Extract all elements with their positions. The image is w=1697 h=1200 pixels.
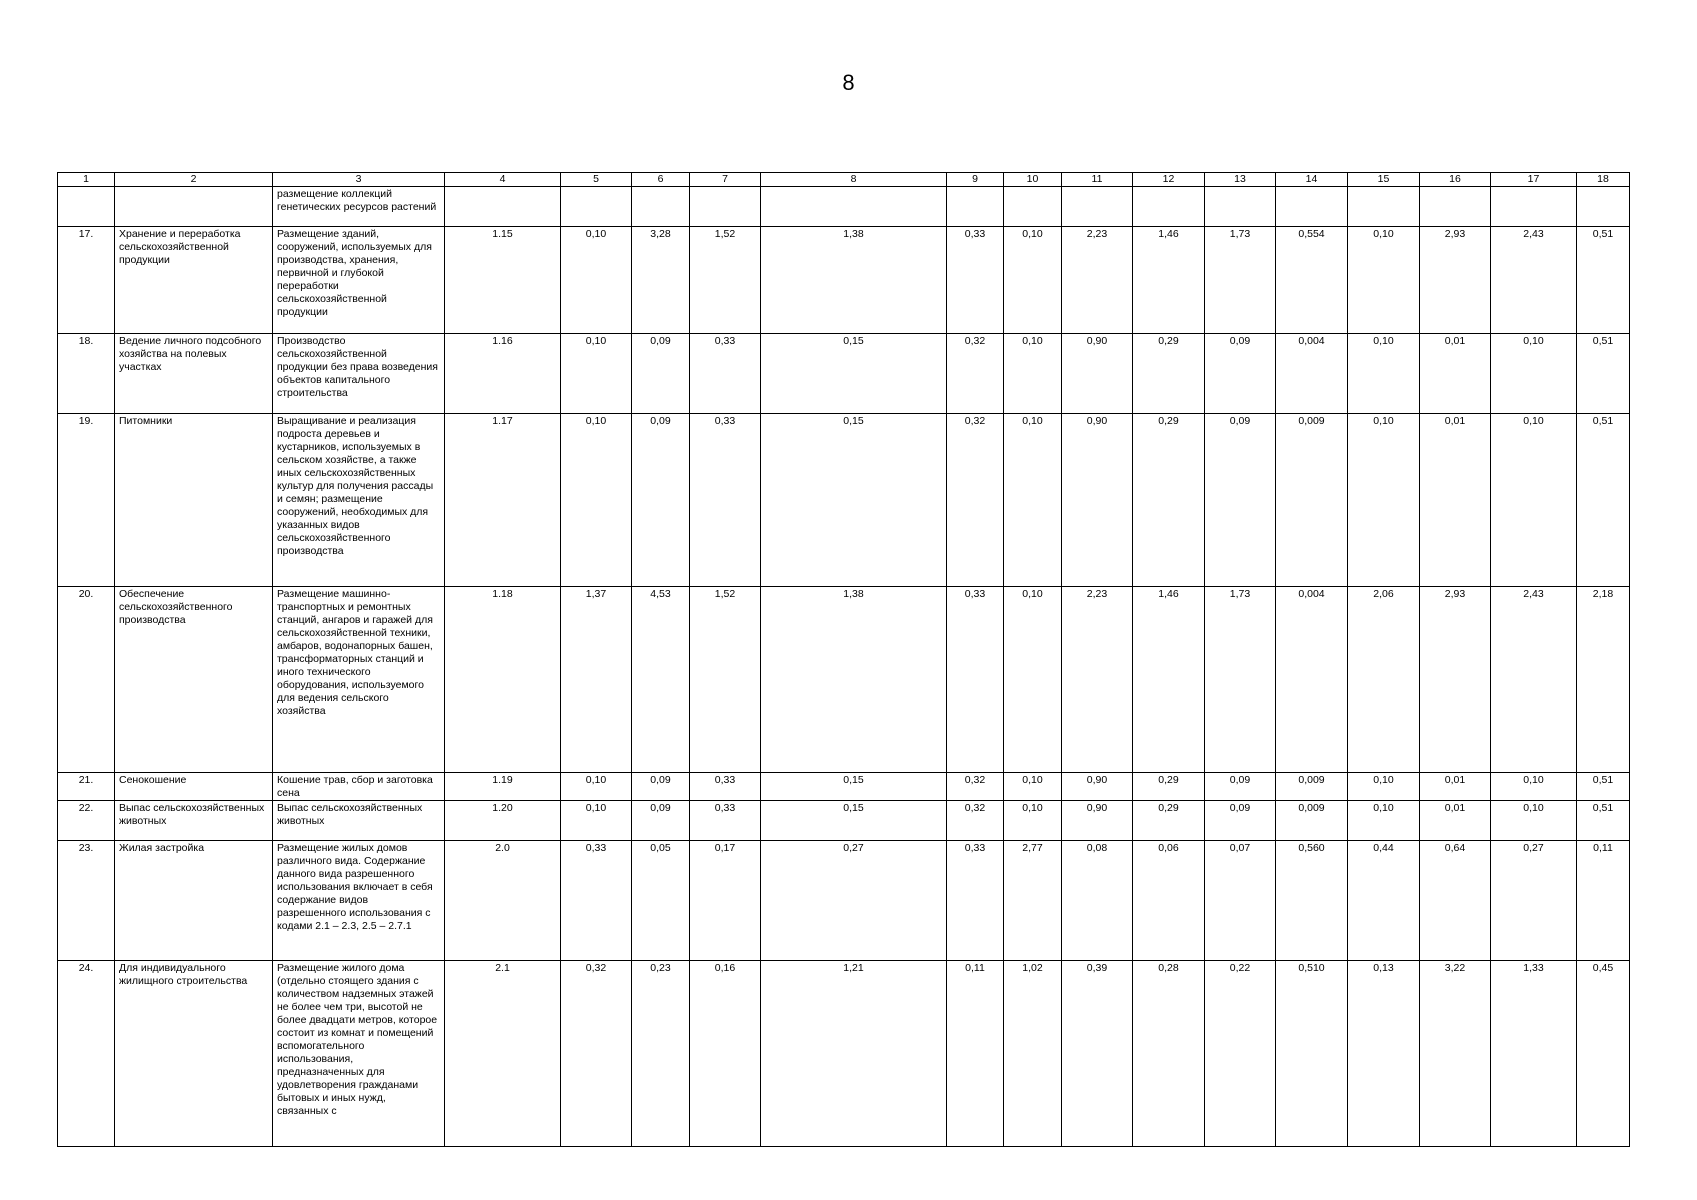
land-use-description-cell: Производство сельскохозяйственной продукции без права возведения объектов капитального строительства xyxy=(273,334,445,414)
value-cell: 1,38 xyxy=(761,587,947,773)
value-cell: 1,02 xyxy=(1004,961,1062,1147)
table-row xyxy=(58,773,1630,801)
value-cell: 0,09 xyxy=(1205,801,1276,841)
value-cell: 0,33 xyxy=(561,841,632,961)
value-cell: 0,51 xyxy=(1577,773,1630,801)
value-cell: 2,93 xyxy=(1420,587,1491,773)
table-row xyxy=(58,227,1630,334)
value-cell: 0,33 xyxy=(690,414,761,587)
value-cell xyxy=(947,187,1004,227)
value-cell: 0,510 xyxy=(1276,961,1348,1147)
value-cell: 2,93 xyxy=(1420,227,1491,334)
row-number-cell: 17. xyxy=(58,227,115,334)
value-cell xyxy=(1420,187,1491,227)
value-cell: 0,33 xyxy=(947,841,1004,961)
row-number-cell xyxy=(58,187,115,227)
value-cell: 0,44 xyxy=(1348,841,1420,961)
value-cell: 1,37 xyxy=(561,587,632,773)
value-cell: 2,77 xyxy=(1004,841,1062,961)
column-header: 18 xyxy=(1577,173,1630,187)
row-number-cell: 20. xyxy=(58,587,115,773)
land-use-name-cell: Обеспечение сельскохозяйственного производства xyxy=(115,587,273,773)
table-row xyxy=(58,961,1630,1147)
value-cell xyxy=(632,187,690,227)
column-header: 8 xyxy=(761,173,947,187)
value-cell: 0,90 xyxy=(1062,773,1133,801)
value-cell: 0,09 xyxy=(632,414,690,587)
column-header: 11 xyxy=(1062,173,1133,187)
value-cell: 3,22 xyxy=(1420,961,1491,1147)
value-cell: 0,10 xyxy=(561,414,632,587)
value-cell: 0,009 xyxy=(1276,414,1348,587)
value-cell xyxy=(761,187,947,227)
value-cell: 1,52 xyxy=(690,227,761,334)
value-cell: 0,32 xyxy=(947,414,1004,587)
value-cell: 0,01 xyxy=(1420,773,1491,801)
row-number-cell: 18. xyxy=(58,334,115,414)
table-row xyxy=(58,334,1630,414)
land-use-description-cell: Кошение трав, сбор и заготовка сена xyxy=(273,773,445,801)
value-cell: 0,51 xyxy=(1577,227,1630,334)
value-cell: 0,90 xyxy=(1062,334,1133,414)
value-cell: 0,51 xyxy=(1577,334,1630,414)
value-cell: 1,33 xyxy=(1491,961,1577,1147)
value-cell: 1,73 xyxy=(1205,227,1276,334)
value-cell: 0,07 xyxy=(1205,841,1276,961)
value-cell: 0,17 xyxy=(690,841,761,961)
value-cell xyxy=(445,187,561,227)
value-cell: 0,10 xyxy=(1004,414,1062,587)
value-cell: 1,46 xyxy=(1133,587,1205,773)
row-number-cell: 24. xyxy=(58,961,115,1147)
value-cell: 0,51 xyxy=(1577,414,1630,587)
value-cell xyxy=(1577,187,1630,227)
value-cell: 0,10 xyxy=(1348,801,1420,841)
value-cell: 1.19 xyxy=(445,773,561,801)
value-cell: 0,33 xyxy=(690,801,761,841)
value-cell: 0,10 xyxy=(561,801,632,841)
value-cell: 4,53 xyxy=(632,587,690,773)
value-cell xyxy=(561,187,632,227)
column-header: 12 xyxy=(1133,173,1205,187)
value-cell: 0,05 xyxy=(632,841,690,961)
value-cell: 0,10 xyxy=(1491,334,1577,414)
data-table xyxy=(57,172,1630,1147)
value-cell xyxy=(690,187,761,227)
value-cell: 2,23 xyxy=(1062,227,1133,334)
value-cell: 0,10 xyxy=(1348,334,1420,414)
value-cell: 0,64 xyxy=(1420,841,1491,961)
column-header: 2 xyxy=(115,173,273,187)
value-cell xyxy=(1491,187,1577,227)
header-row xyxy=(58,173,1630,187)
value-cell: 1,52 xyxy=(690,587,761,773)
value-cell: 0,27 xyxy=(761,841,947,961)
value-cell: 0,004 xyxy=(1276,334,1348,414)
column-header: 13 xyxy=(1205,173,1276,187)
column-header: 16 xyxy=(1420,173,1491,187)
value-cell: 0,10 xyxy=(561,773,632,801)
value-cell: 0,09 xyxy=(632,801,690,841)
value-cell: 0,29 xyxy=(1133,334,1205,414)
value-cell: 2.1 xyxy=(445,961,561,1147)
land-use-description-cell: размещение коллекций генетических ресурсов растений xyxy=(273,187,445,227)
value-cell: 0,90 xyxy=(1062,414,1133,587)
value-cell: 0,10 xyxy=(1004,801,1062,841)
column-header: 14 xyxy=(1276,173,1348,187)
value-cell: 0,11 xyxy=(1577,841,1630,961)
value-cell: 0,06 xyxy=(1133,841,1205,961)
value-cell: 0,15 xyxy=(761,773,947,801)
value-cell: 0,009 xyxy=(1276,773,1348,801)
value-cell: 0,009 xyxy=(1276,801,1348,841)
value-cell: 0,10 xyxy=(1491,414,1577,587)
land-use-name-cell: Сенокошение xyxy=(115,773,273,801)
value-cell: 0,10 xyxy=(1348,773,1420,801)
value-cell: 0,23 xyxy=(632,961,690,1147)
land-use-name-cell: Выпас сельскохозяйственных животных xyxy=(115,801,273,841)
value-cell: 0,10 xyxy=(1004,773,1062,801)
value-cell: 0,10 xyxy=(1004,334,1062,414)
land-use-description-cell: Размещение жилых домов различного вида. Содержание данного вида разрешенного использования включает в себя содержание видов разрешенного использования с кодами 2.1 – 2.3, 2.5 – 2.7.1 xyxy=(273,841,445,961)
value-cell: 0,15 xyxy=(761,801,947,841)
value-cell: 1,21 xyxy=(761,961,947,1147)
value-cell: 0,10 xyxy=(1004,227,1062,334)
value-cell: 3,28 xyxy=(632,227,690,334)
value-cell: 0,10 xyxy=(1491,801,1577,841)
value-cell: 0,32 xyxy=(947,801,1004,841)
land-use-name-cell: Ведение личного подсобного хозяйства на полевых участках xyxy=(115,334,273,414)
land-use-description-cell: Выращивание и реализация подроста деревьев и кустарников, используемых в сельском хозяйстве, а также иных сельскохозяйственных культур для получения рассады и семян; размещение сооружений, необходимых для указанных видов сельскохозяйственного производства xyxy=(273,414,445,587)
land-use-name-cell: Хранение и переработка сельскохозяйственной продукции xyxy=(115,227,273,334)
value-cell: 0,29 xyxy=(1133,801,1205,841)
table-row xyxy=(58,801,1630,841)
value-cell: 1.20 xyxy=(445,801,561,841)
value-cell: 0,11 xyxy=(947,961,1004,1147)
value-cell: 0,13 xyxy=(1348,961,1420,1147)
value-cell: 1,73 xyxy=(1205,587,1276,773)
land-use-name-cell xyxy=(115,187,273,227)
row-number-cell: 23. xyxy=(58,841,115,961)
land-use-name-cell: Для индивидуального жилищного строительства xyxy=(115,961,273,1147)
table-row xyxy=(58,841,1630,961)
value-cell: 0,15 xyxy=(761,334,947,414)
value-cell: 0,560 xyxy=(1276,841,1348,961)
value-cell: 2.0 xyxy=(445,841,561,961)
row-number-cell: 21. xyxy=(58,773,115,801)
land-use-name-cell: Жилая застройка xyxy=(115,841,273,961)
table-row xyxy=(58,414,1630,587)
column-header: 9 xyxy=(947,173,1004,187)
value-cell: 0,27 xyxy=(1491,841,1577,961)
value-cell: 0,33 xyxy=(690,773,761,801)
value-cell: 1.15 xyxy=(445,227,561,334)
value-cell: 0,10 xyxy=(1348,414,1420,587)
table-row xyxy=(58,187,1630,227)
column-header: 17 xyxy=(1491,173,1577,187)
value-cell: 0,32 xyxy=(947,334,1004,414)
land-use-name-cell: Питомники xyxy=(115,414,273,587)
column-header: 6 xyxy=(632,173,690,187)
value-cell: 1,38 xyxy=(761,227,947,334)
row-number-cell: 19. xyxy=(58,414,115,587)
value-cell: 0,09 xyxy=(632,334,690,414)
value-cell: 2,23 xyxy=(1062,587,1133,773)
value-cell: 0,29 xyxy=(1133,414,1205,587)
land-use-description-cell: Размещение машинно-транспортных и ремонтных станций, ангаров и гаражей для сельскохозяйственной техники, амбаров, водонапорных башен, трансформаторных станций и иного технического оборудования, используемого для ведения сельского хозяйства xyxy=(273,587,445,773)
value-cell: 0,28 xyxy=(1133,961,1205,1147)
value-cell xyxy=(1348,187,1420,227)
column-header: 15 xyxy=(1348,173,1420,187)
value-cell: 0,32 xyxy=(561,961,632,1147)
value-cell: 2,06 xyxy=(1348,587,1420,773)
value-cell xyxy=(1205,187,1276,227)
land-use-description-cell: Размещение зданий, сооружений, используемых для производства, хранения, первичной и глубокой переработки сельскохозяйственной продукции xyxy=(273,227,445,334)
value-cell: 0,15 xyxy=(761,414,947,587)
value-cell: 0,01 xyxy=(1420,414,1491,587)
value-cell: 0,22 xyxy=(1205,961,1276,1147)
value-cell: 0,10 xyxy=(1491,773,1577,801)
value-cell xyxy=(1133,187,1205,227)
value-cell: 2,18 xyxy=(1577,587,1630,773)
value-cell: 0,10 xyxy=(561,334,632,414)
value-cell: 1,46 xyxy=(1133,227,1205,334)
column-header: 4 xyxy=(445,173,561,187)
column-header: 5 xyxy=(561,173,632,187)
page-number: 8 xyxy=(842,70,855,95)
value-cell: 0,39 xyxy=(1062,961,1133,1147)
table-row xyxy=(58,587,1630,773)
value-cell: 0,09 xyxy=(1205,414,1276,587)
row-number-cell: 22. xyxy=(58,801,115,841)
value-cell: 1.18 xyxy=(445,587,561,773)
value-cell xyxy=(1276,187,1348,227)
value-cell: 2,43 xyxy=(1491,227,1577,334)
value-cell: 0,16 xyxy=(690,961,761,1147)
value-cell: 1.17 xyxy=(445,414,561,587)
value-cell: 0,09 xyxy=(632,773,690,801)
value-cell: 0,33 xyxy=(690,334,761,414)
value-cell: 0,10 xyxy=(1348,227,1420,334)
value-cell: 0,51 xyxy=(1577,801,1630,841)
column-header: 10 xyxy=(1004,173,1062,187)
value-cell: 0,08 xyxy=(1062,841,1133,961)
value-cell: 0,45 xyxy=(1577,961,1630,1147)
column-header: 3 xyxy=(273,173,445,187)
value-cell: 0,01 xyxy=(1420,801,1491,841)
value-cell: 0,29 xyxy=(1133,773,1205,801)
land-use-description-cell: Размещение жилого дома (отдельно стоящего здания с количеством надземных этажей не более чем три, высотой не более двадцати метров, которое состоит из комнат и помещений вспомогательного использования, предназначенных для удовлетворения гражданами бытовых и иных нужд, связанных с xyxy=(273,961,445,1147)
value-cell: 0,09 xyxy=(1205,773,1276,801)
value-cell: 0,10 xyxy=(561,227,632,334)
value-cell xyxy=(1062,187,1133,227)
value-cell: 0,09 xyxy=(1205,334,1276,414)
value-cell: 1.16 xyxy=(445,334,561,414)
land-use-description-cell: Выпас сельскохозяйственных животных xyxy=(273,801,445,841)
value-cell: 0,33 xyxy=(947,227,1004,334)
value-cell: 0,90 xyxy=(1062,801,1133,841)
value-cell: 0,554 xyxy=(1276,227,1348,334)
column-header: 1 xyxy=(58,173,115,187)
value-cell: 0,33 xyxy=(947,587,1004,773)
value-cell: 0,01 xyxy=(1420,334,1491,414)
value-cell: 0,10 xyxy=(1004,587,1062,773)
value-cell: 0,32 xyxy=(947,773,1004,801)
column-header: 7 xyxy=(690,173,761,187)
value-cell: 2,43 xyxy=(1491,587,1577,773)
value-cell xyxy=(1004,187,1062,227)
value-cell: 0,004 xyxy=(1276,587,1348,773)
